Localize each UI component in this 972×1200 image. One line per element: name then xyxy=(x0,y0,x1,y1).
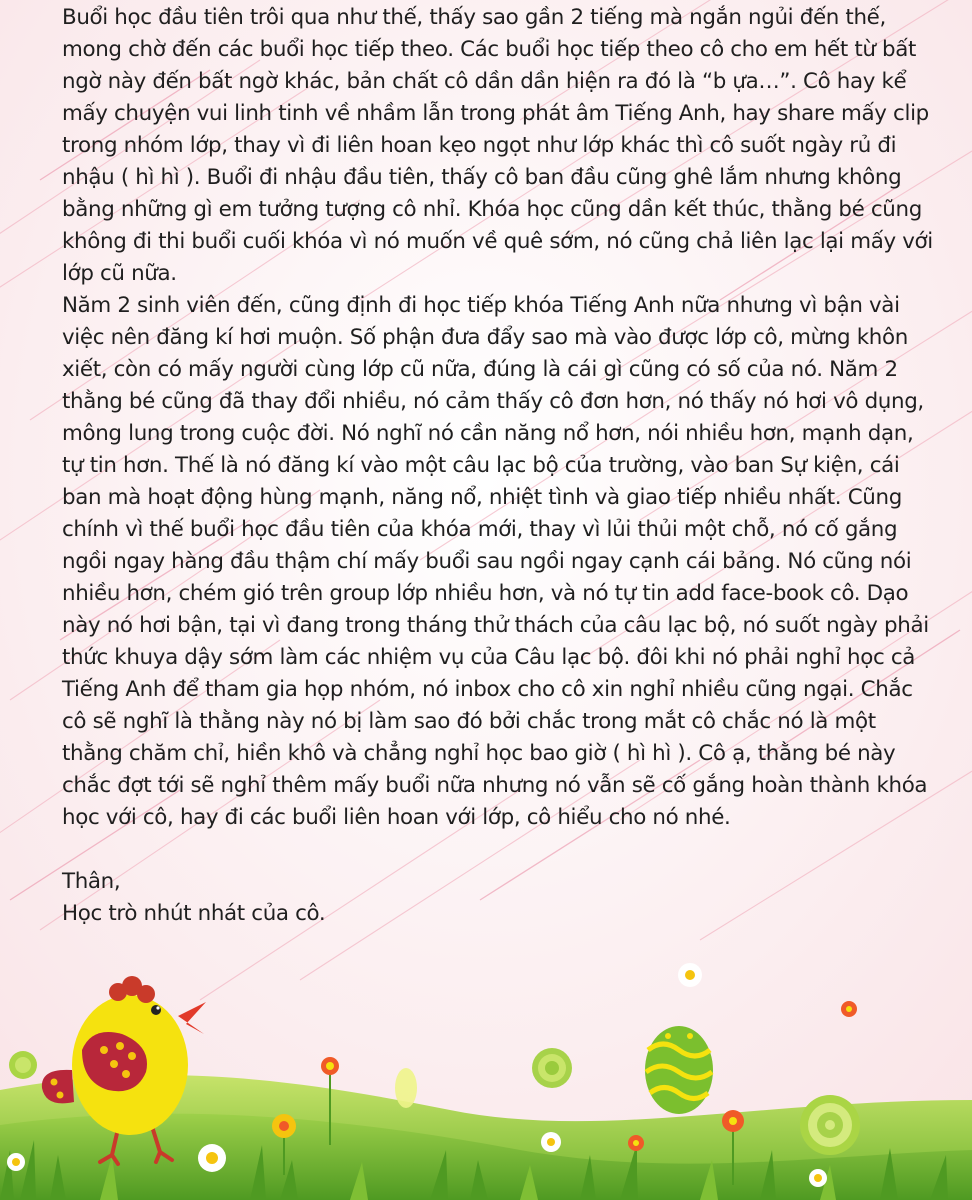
flower-yellow xyxy=(272,1114,296,1138)
easter-egg xyxy=(645,1026,713,1114)
flower-white-1 xyxy=(678,963,702,987)
flower-orange-3 xyxy=(841,1001,857,1017)
flower-white-5 xyxy=(7,1153,25,1171)
yellow-leaf xyxy=(395,1068,417,1108)
letter-paragraph-2: Năm 2 sinh viên đến, cũng định đi học tiếp khóa Tiếng Anh nữa nhưng vì bận vài việc nên đăng kí hơi muộn. Số phận đưa đẩy sao mà vào được lớp cô, mừng khôn xiết, còn có mấy người cùng lớp cũ nữa, đúng là cái gì cũng có số của nó. Năm 2 thằng bé cũng đã thay đổi nhiều, nó cảm thấy cô đơn hơn, nó thấy nó hơi vô dụng, mông lung trong cuộc đời. Nó nghĩ nó cần năng nổ hơn, nói nhiều hơn, mạnh dạn, tự tin hơn. Thế là nó đăng kí vào một câu lạc bộ của trường, vào ban Sự kiện, cái ban mà hoạt động hùng mạnh, năng nổ, nhiệt tình và giao tiếp nhiều nhất. Cũng chính vì thế buổi học đầu tiên của khóa mới, thay vì lủi thủi một chỗ, nó cố gắng ngồi ngay hàng đầu thậm chí mấy buổi sau ngồi ngay cạnh cái bảng. Nó cũng nói nhiều hơn, chém gió trên group lớp nhiều hơn, và nó tự tin add face-book cô. Dạo này nó hơi bận, tại vì đang trong tháng thử thách của câu lạc bộ, nó suốt ngày phải thức khuya dậy sớm làm các nhiệm vụ của Câu lạc bộ. đôi khi nó phải nghỉ học cả Tiếng Anh để tham gia họp nhóm, nó inbox cho cô xin nghỉ nhiều cũng ngại. Chắc cô sẽ nghĩ là thằng này nó bị làm sao đó bởi chắc trong mắt cô chắc nó là một thằng chăm chỉ, hiền khô và chẳng nghỉ học bao giờ ( hì hì ). Cô ạ, thằng bé này chắc đợt tới sẽ nghỉ thêm mấy buổi nữa nhưng nó vẫn sẽ cố gắng hoàn thành khóa học với cô, hay đi các buổi liên hoan với lớp, cô hiểu cho nó nhé. xyxy=(62,293,929,830)
circle-decoration-right xyxy=(800,1095,860,1155)
easter-scene xyxy=(0,950,972,1200)
flower-orange-1 xyxy=(321,1057,339,1075)
circle-decoration-center xyxy=(532,1048,572,1088)
letter xyxy=(62,2,934,930)
flower-white-3 xyxy=(541,1132,561,1152)
circle-decoration-small xyxy=(9,1051,37,1079)
letter-closing: Thân, xyxy=(62,869,121,894)
letter-signature: Học trò nhút nhát của cô. xyxy=(62,901,326,926)
flower-white-4 xyxy=(809,1169,827,1187)
flower-white-2 xyxy=(198,1144,226,1172)
flower-orange-2 xyxy=(722,1110,744,1132)
letter-paragraph-1: Buổi học đầu tiên trôi qua như thế, thấy sao gần 2 tiếng mà ngắn ngủi đến thế, mong chờ đến các buổi học tiếp theo. Các buổi học tiếp theo cô cho em hết từ bất ngờ này đến bất ngờ khác, bản chất cô dần dần hiện ra đó là “b ựa…”. Cô hay kể mấy chuyện vui linh tinh về nhầm lẫn trong phát âm Tiếng Anh, hay share mấy clip trong nhóm lớp, thay vì đi liên hoan kẹo ngọt như lớp khác thì cô suốt ngày rủ đi nhậu ( hì hì ). Buổi đi nhậu đầu tiên, thấy cô ban đầu cũng ghê lắm nhưng không bằng những gì em tưởng tượng cô nhỉ. Khóa học cũng dần kết thúc, thằng bé cũng không đi thi buổi cuối khóa vì nó muốn về quê sớm, nó cũng chả liên lạc lại mấy với lớp cũ nữa. xyxy=(62,5,933,286)
flower-orange-4 xyxy=(628,1135,644,1151)
